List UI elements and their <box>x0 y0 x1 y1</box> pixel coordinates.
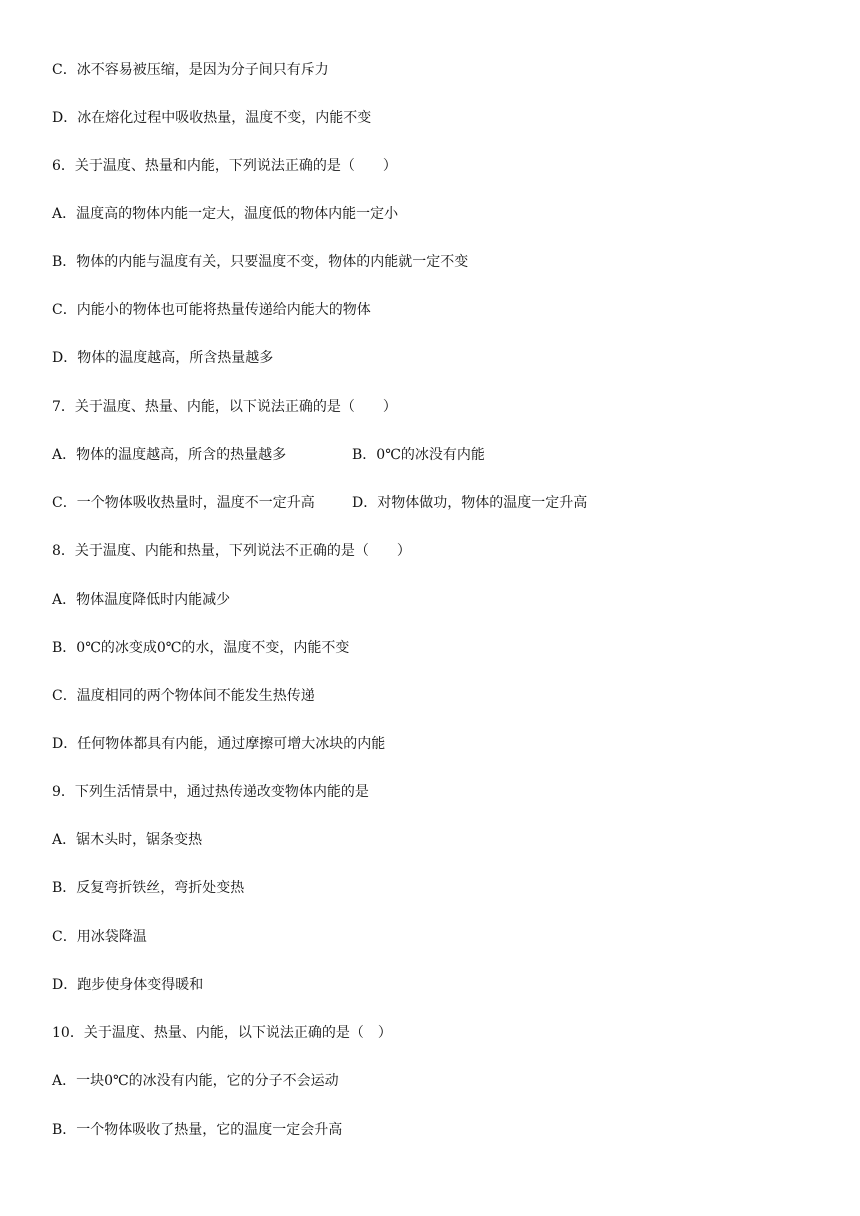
option-8b: B．0℃的冰变成0℃的水，温度不变，内能不变 <box>52 640 350 656</box>
option-7a: A．物体的温度越高，所含的热量越多 <box>52 447 287 463</box>
option-5d: D．冰在熔化过程中吸收热量，温度不变，内能不变 <box>52 110 372 126</box>
option-10a: A．一块0℃的冰没有内能，它的分子不会运动 <box>52 1073 339 1089</box>
option-6d: D．物体的温度越高，所含热量越多 <box>52 350 274 366</box>
question-9: 9．下列生活情景中，通过热传递改变物体内能的是 <box>52 784 369 800</box>
option-8c: C．温度相同的两个物体间不能发生热传递 <box>52 688 315 704</box>
option-7d: D．对物体做功，物体的温度一定升高 <box>352 495 588 511</box>
option-8a: A．物体温度降低时内能减少 <box>52 592 231 608</box>
option-10b: B．一个物体吸收了热量，它的温度一定会升高 <box>52 1122 343 1138</box>
option-9b: B．反复弯折铁丝，弯折处变热 <box>52 880 245 896</box>
option-9d: D．跑步使身体变得暖和 <box>52 977 204 993</box>
option-8d: D．任何物体都具有内能，通过摩擦可增大冰块的内能 <box>52 736 386 752</box>
option-6c: C．内能小的物体也可能将热量传递给内能大的物体 <box>52 302 371 318</box>
option-9c: C．用冰袋降温 <box>52 929 147 945</box>
option-6a: A．温度高的物体内能一定大，温度低的物体内能一定小 <box>52 206 399 222</box>
option-6b: B．物体的内能与温度有关，只要温度不变，物体的内能就一定不变 <box>52 254 469 270</box>
question-7: 7．关于温度、热量、内能，以下说法正确的是（ ） <box>52 399 397 415</box>
option-9a: A．锯木头时，锯条变热 <box>52 832 203 848</box>
question-10: 10．关于温度、热量、内能，以下说法正确的是（ ） <box>52 1025 392 1041</box>
option-7b: B．0℃的冰没有内能 <box>352 447 485 463</box>
question-8: 8．关于温度、内能和热量，下列说法不正确的是（ ） <box>52 543 411 559</box>
option-7c: C．一个物体吸收热量时，温度不一定升高 <box>52 495 315 511</box>
question-6: 6．关于温度、热量和内能，下列说法正确的是（ ） <box>52 158 397 174</box>
option-5c: C．冰不容易被压缩，是因为分子间只有斥力 <box>52 62 329 78</box>
